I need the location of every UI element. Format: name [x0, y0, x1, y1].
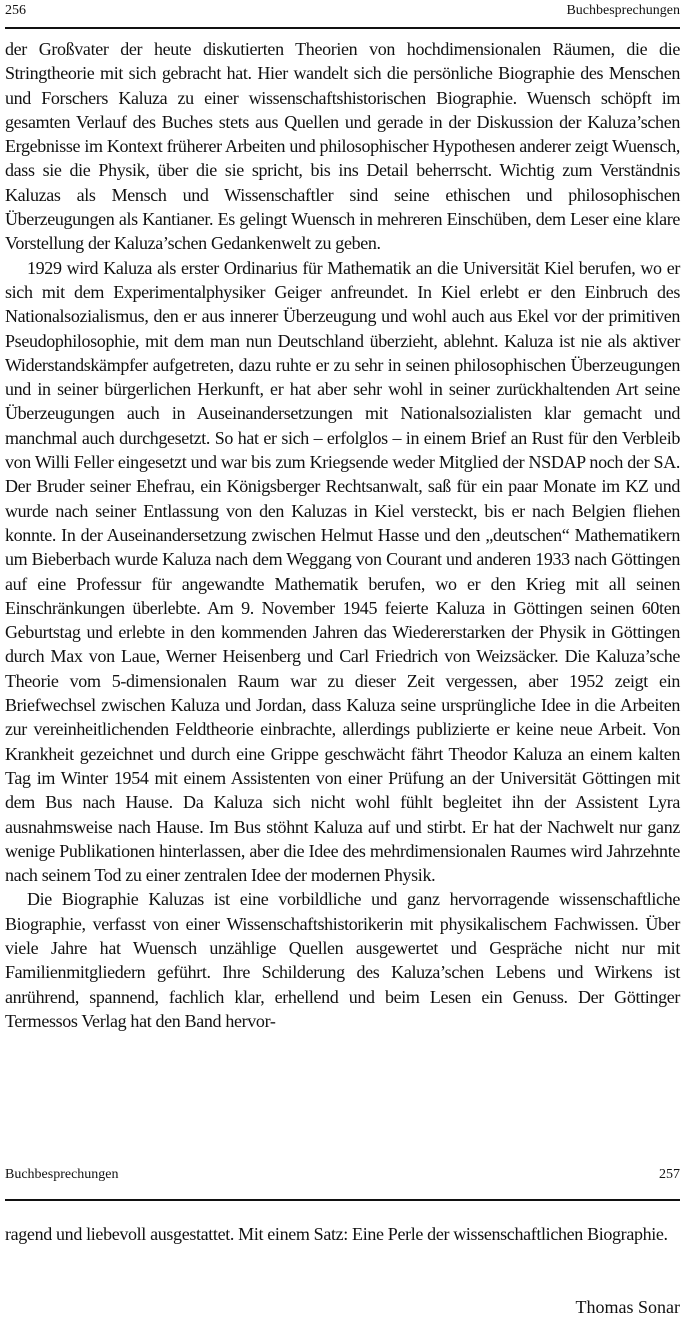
- page-header-256: [5, 3, 680, 19]
- page-body-256: [5, 37, 680, 1033]
- page-number: 257: [659, 1167, 680, 1182]
- page-body-257: [5, 1222, 680, 1246]
- running-head: Buchbesprechungen: [5, 1167, 119, 1182]
- reviewer-signature: Thomas Sonar: [575, 1297, 680, 1317]
- header-rule: [5, 1199, 680, 1201]
- running-head: Buchbesprechungen: [566, 3, 680, 18]
- paragraph: ragend und liebevoll ausgestattet. Mit einem Satz: Eine Perle der wissenschaftlichen Biographie.: [5, 1224, 668, 1244]
- page-header-257: [5, 1167, 680, 1183]
- paragraph: Die Biographie Kaluzas ist eine vorbildliche und ganz hervorragende wissenschaftliche Biographie, verfasst von einer Wissenschaftshistorikerin mit physikalischem Fachwissen. Über viele Jahre hat Wuensch unzählige Quellen ausgewertet und Gespräche nicht nur mit Familienmitgliedern geführt. Ihre Schilderung des Kaluza’schen Lebens und Wirkens ist anrührend, spannend, fachlich klar, erhellend und beim Lesen ein Genuss. Der Göttinger Termessos Verlag hat den Band hervor-: [5, 889, 680, 1031]
- paragraph: der Großvater der heute diskutierten Theorien von hochdimensionalen Räumen, die die Stringtheorie mit sich gebracht hat. Hier wandelt sich die persönliche Biographie des Menschen und Forschers Kaluza zu einer wissenschaftshistorischen Biographie. Wuensch schöpft im gesamten Verlauf des Buches stets aus Quellen und gerade in der Diskussion der Kaluza’schen Ergebnisse im Kontext früherer Arbeiten und philosophischer Hypothesen anderer zeigt Wuensch, dass sie die Physik, über die sie spricht, bis ins Detail beherrscht. Wichtig zum Verständnis Kaluzas als Mensch und Wissenschaftler sind seine ethischen und philosophischen Überzeugungen als Kantianer. Es gelingt Wuensch in mehreren Einschüben, dem Leser eine klare Vorstellung der Kaluza’schen Gedankenwelt zu geben.: [5, 39, 680, 254]
- header-rule: [5, 27, 680, 29]
- page-number: 256: [5, 3, 26, 18]
- paragraph: 1929 wird Kaluza als erster Ordinarius für Mathematik an die Universität Kiel berufen, wo er sich mit dem Experimentalphysiker Geiger anfreundet. In Kiel erlebt er den Einbruch des Nationalsozialismus, den er aus innerer Überzeugung und wohl auch aus Ekel vor der primitiven Pseudophilosophie, mit dem man nun Deutschland überzieht, ablehnt. Kaluza ist nie als aktiver Widerstandskämpfer aufgetreten, dazu ruhte er zu sehr in seinen philosophischen Überzeugungen und in seiner bürgerlichen Herkunft, er hat aber sehr wohl in seiner zurückhaltenden Art seine Überzeugungen auch in Auseinandersetzungen mit Nationalsozialisten klar gemacht und manchmal auch durchgesetzt. So hat er sich – erfolglos – in einem Brief an Rust für den Verbleib von Willi Feller eingesetzt und war bis zum Kriegsende weder Mitglied der NSDAP noch der SA. Der Bruder seiner Ehefrau, ein Königsberger Rechtsanwalt, saß für ein paar Monate im KZ und wurde nach seiner Entlassung von den Kaluzas in Kiel versteckt, bis er nach Belgien fliehen konnte. In der Auseinandersetzung zwischen Helmut Hasse und den „deutschen“ Mathematikern um Bieberbach wurde Kaluza nach dem Weggang von Courant und anderen 1933 nach Göttingen auf eine Professur für angewandte Mathematik berufen, wo er den Krieg mit all seinen Einschränkungen überlebte. Am 9. November 1945 feierte Kaluza in Göttingen seinen 60ten Geburtstag und erlebte in den kommenden Jahren das Wiedererstarken der Physik in Göttingen durch Max von Laue, Werner Heisenberg und Carl Friedrich von Weizsäcker. Die Kaluza’sche Theorie vom 5-dimensionalen Raum war zu dieser Zeit vergessen, aber 1952 zeigt ein Briefwechsel zwischen Kaluza und Jordan, dass Kaluza seine ursprüngliche Idee in die Arbeiten zur vereinheitlichenden Feldtheorie einbrachte, allerdings publizierte er keine neue Arbeit. Von Krankheit gezeichnet und durch eine Grippe geschwächt fährt Theodor Kaluza an einem kalten Tag im Winter 1954 mit einem Assistenten von einer Prüfung an der Universität Göttingen mit dem Bus nach Hause. Da Kaluza sich nicht wohl fühlt begleitet ihn der Assistent Lyra ausnahmsweise nach Hause. Im Bus stöhnt Kaluza auf und stirbt. Er hat der Nachwelt nur ganz wenige Publikationen hinterlassen, aber die Idee des mehrdimensionalen Raumes wird Jahrzehnte nach seinem Tod zu einer zentralen Idee der modernen Physik.: [5, 257, 680, 886]
